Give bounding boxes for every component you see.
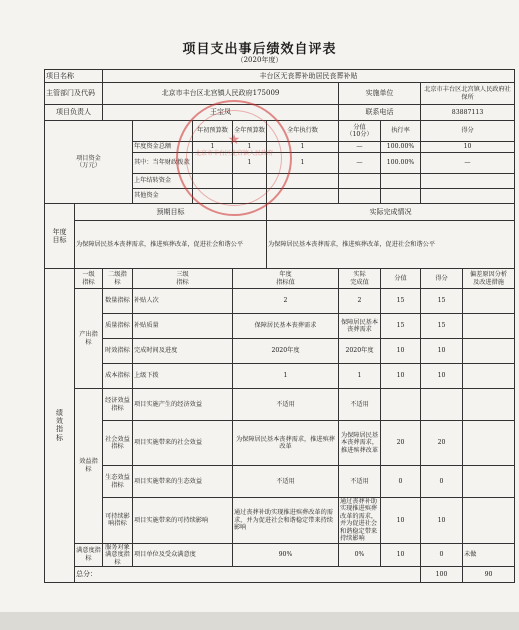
row-effect-3 bbox=[45, 498, 515, 544]
ind-got: 0 bbox=[421, 543, 463, 566]
label-effect: 效益指 标 bbox=[75, 389, 103, 544]
ind-header-l1: 一级 指标 bbox=[75, 269, 103, 289]
funds-cell bbox=[421, 189, 515, 204]
funds-header-initial: 年初预算数 bbox=[193, 121, 233, 142]
ind-score: 15 bbox=[381, 314, 421, 339]
goal-expected: 为保障居民基本丧葬需求，推进殡葬改革，促进社会和谐公平 bbox=[75, 221, 267, 269]
ind-actual: 2 bbox=[339, 289, 381, 314]
goal-actual: 为保障居民基本丧葬需求，推进殡葬改革，促进社会和谐公平 bbox=[267, 221, 515, 269]
ind-got: 20 bbox=[421, 421, 463, 466]
ind-header-note: 偏差原因分析 及改进措施 bbox=[463, 269, 515, 289]
funds-cell bbox=[381, 174, 421, 189]
ind-l3: 项目实施带来的生态效益 bbox=[133, 466, 233, 498]
row-satisfaction bbox=[45, 543, 515, 566]
ind-target: 通过丧葬补助实现推进殡葬改革的需求，并为促进社会和谐稳定带来持续影响 bbox=[233, 498, 339, 544]
funds-row-name: 年度资金总额 bbox=[133, 142, 193, 153]
funds-cell bbox=[421, 174, 515, 189]
ind-header-target: 年度 指标值 bbox=[233, 269, 339, 289]
ind-score: 0 bbox=[381, 466, 421, 498]
ind-l3: 项目实施带来的社会效益 bbox=[133, 421, 233, 466]
funds-cell: 1 bbox=[233, 142, 267, 153]
ind-got: 15 bbox=[421, 314, 463, 339]
funds-cell bbox=[193, 153, 233, 174]
goal-expected-header: 预期目标 bbox=[75, 204, 267, 221]
ind-l2: 时效指标 bbox=[103, 339, 133, 364]
ind-target: 保障居民基本丧葬需求 bbox=[233, 314, 339, 339]
row-output-0 bbox=[45, 289, 515, 314]
funds-cell bbox=[233, 189, 267, 204]
funds-row-name: 上年结转资金 bbox=[133, 174, 193, 189]
ind-target: 不适用 bbox=[233, 466, 339, 498]
funds-cell: 10 bbox=[421, 142, 515, 153]
ind-score: 10 bbox=[381, 543, 421, 566]
ind-l2: 生态效益 指标 bbox=[103, 466, 133, 498]
document-year: （2020年度） bbox=[236, 56, 283, 64]
row-leader bbox=[45, 105, 515, 121]
ind-target: 1 bbox=[233, 364, 339, 389]
ind-l3: 补贴质量 bbox=[133, 314, 233, 339]
ind-got: 10 bbox=[421, 339, 463, 364]
ind-note bbox=[463, 339, 515, 364]
row-total bbox=[45, 566, 515, 582]
evaluation-table bbox=[44, 69, 515, 583]
document-title: 项目支出事后绩效自评表 bbox=[182, 42, 337, 57]
ind-got: 15 bbox=[421, 289, 463, 314]
funds-cell: 1 bbox=[267, 153, 339, 174]
value-unit: 北京市丰台区北宫镇人民政府社保所 bbox=[421, 83, 515, 105]
ind-note: 未做 bbox=[463, 543, 515, 566]
ind-l3: 上级下拨 bbox=[133, 364, 233, 389]
funds-row-name: 其中：当年财政拨款 bbox=[133, 153, 193, 174]
funds-cell bbox=[193, 174, 233, 189]
ind-l3: 项目实施产生的经济效益 bbox=[133, 389, 233, 421]
ind-score: 20 bbox=[381, 421, 421, 466]
ind-score bbox=[381, 389, 421, 421]
ind-l2: 经济效益 指标 bbox=[103, 389, 133, 421]
value-phone: 83887113 bbox=[421, 105, 515, 121]
ind-actual: 不适用 bbox=[339, 389, 381, 421]
label-unit: 实施单位 bbox=[339, 83, 421, 105]
ind-score: 15 bbox=[381, 289, 421, 314]
ind-header-score: 分值 bbox=[381, 269, 421, 289]
ind-note bbox=[463, 314, 515, 339]
ind-got: 10 bbox=[421, 364, 463, 389]
ind-l3: 补贴人次 bbox=[133, 289, 233, 314]
funds-cell: 100.00% bbox=[381, 153, 421, 174]
label-project-name: 项目名称 bbox=[45, 70, 103, 83]
label-funds: 项目资金 （万元） bbox=[45, 121, 133, 204]
row-goal-header bbox=[45, 204, 515, 221]
row-output-3 bbox=[45, 364, 515, 389]
ind-note bbox=[463, 466, 515, 498]
ind-score: 10 bbox=[381, 339, 421, 364]
ind-actual: 通过丧葬补助实现推进殡葬改革的需求，并为促进社会和谐稳定带来持续影响 bbox=[339, 498, 381, 544]
funds-blank-header bbox=[133, 121, 193, 142]
funds-cell: 1 bbox=[193, 142, 233, 153]
label-total: 总分： bbox=[75, 566, 421, 582]
ind-score: 10 bbox=[381, 364, 421, 389]
funds-cell: — bbox=[339, 142, 381, 153]
row-effect-0 bbox=[45, 389, 515, 421]
ind-l2: 成本指标 bbox=[103, 364, 133, 389]
label-phone: 联系电话 bbox=[339, 105, 421, 121]
funds-cell: — bbox=[339, 153, 381, 174]
ind-target: 90% bbox=[233, 543, 339, 566]
total-score: 100 bbox=[421, 566, 463, 582]
funds-row-name: 其他资金 bbox=[133, 189, 193, 204]
label-leader: 项目负责人 bbox=[45, 105, 103, 121]
ind-got: 10 bbox=[421, 498, 463, 544]
ind-note bbox=[463, 289, 515, 314]
goal-actual-header: 实际完成情况 bbox=[267, 204, 515, 221]
row-output-2 bbox=[45, 339, 515, 364]
ind-note bbox=[463, 498, 515, 544]
row-effect-2 bbox=[45, 466, 515, 498]
ind-target: 2020年度 bbox=[233, 339, 339, 364]
total-got: 90 bbox=[463, 566, 515, 582]
ind-target: 为保障居民基本丧葬需求，推进殡葬改革 bbox=[233, 421, 339, 466]
funds-cell bbox=[267, 174, 339, 189]
ind-l2: 服务对象 满意度指 标 bbox=[103, 543, 133, 566]
funds-cell bbox=[233, 174, 267, 189]
ind-got: 0 bbox=[421, 466, 463, 498]
ind-got bbox=[421, 389, 463, 421]
funds-header-executed: 全年执行数 bbox=[267, 121, 339, 142]
ind-note bbox=[463, 364, 515, 389]
ind-l2: 社会效益 指标 bbox=[103, 421, 133, 466]
value-leader: 王宝凤 bbox=[103, 105, 339, 121]
row-dept bbox=[45, 83, 515, 105]
row-goal-content bbox=[45, 221, 515, 269]
ind-header-l3: 三级 指标 bbox=[133, 269, 233, 289]
funds-cell: — bbox=[421, 153, 515, 174]
seal-star-icon: ★ bbox=[227, 132, 241, 148]
funds-cell: 1 bbox=[267, 142, 339, 153]
funds-cell bbox=[193, 189, 233, 204]
ind-l3: 项目单位及受众满意度 bbox=[133, 543, 233, 566]
label-output: 产出指 标 bbox=[75, 289, 103, 389]
label-indicators: 绩 效 指 标 bbox=[45, 269, 75, 583]
row-output-1 bbox=[45, 314, 515, 339]
seal-text: 北京市丰台区北宫镇人民政府 bbox=[194, 150, 273, 157]
ind-header-l2: 二级指 标 bbox=[103, 269, 133, 289]
funds-cell bbox=[267, 189, 339, 204]
ind-actual: 0% bbox=[339, 543, 381, 566]
label-dept: 主管部门及代码 bbox=[45, 83, 103, 105]
ind-actual: 2020年度 bbox=[339, 339, 381, 364]
row-funds-header bbox=[45, 121, 515, 142]
funds-header-rate: 执行率 bbox=[381, 121, 421, 142]
funds-header-got: 得分 bbox=[421, 121, 515, 142]
ind-actual: 为保障居民基本丧葬需求，推进殡葬改革 bbox=[339, 421, 381, 466]
ind-l2: 可持续影 响指标 bbox=[103, 498, 133, 544]
ind-actual: 保障居民基本丧葬需求 bbox=[339, 314, 381, 339]
funds-cell bbox=[339, 174, 381, 189]
value-dept: 北京市丰台区北宫镇人民政府175009 bbox=[103, 83, 339, 105]
ind-header-actual: 实际 完成值 bbox=[339, 269, 381, 289]
row-ind-header bbox=[45, 269, 515, 289]
label-goal: 年度 目标 bbox=[45, 204, 75, 269]
row-project-name bbox=[45, 70, 515, 83]
funds-cell: 1 bbox=[233, 153, 267, 174]
ind-actual: 1 bbox=[339, 364, 381, 389]
ind-header-got: 得分 bbox=[421, 269, 463, 289]
funds-header-annual: 全年预算数 bbox=[233, 121, 267, 142]
ind-note bbox=[463, 389, 515, 421]
page-bottom-strip bbox=[0, 612, 519, 630]
funds-cell bbox=[339, 189, 381, 204]
row-effect-1 bbox=[45, 421, 515, 466]
ind-score: 10 bbox=[381, 498, 421, 544]
label-satisfaction: 满意度指 标 bbox=[75, 543, 103, 566]
ind-actual: 不适用 bbox=[339, 466, 381, 498]
ind-l2: 质量指标 bbox=[103, 314, 133, 339]
ind-target: 2 bbox=[233, 289, 339, 314]
ind-l3: 项目实施带来的可持续影响 bbox=[133, 498, 233, 544]
value-project-name: 丰台区无丧葬补助居民丧葬补贴 bbox=[103, 70, 515, 83]
funds-header-score: 分值 （10分） bbox=[339, 121, 381, 142]
ind-target: 不适用 bbox=[233, 389, 339, 421]
ind-note bbox=[463, 421, 515, 466]
funds-cell: 100.00% bbox=[381, 142, 421, 153]
ind-l2: 数量指标 bbox=[103, 289, 133, 314]
funds-cell bbox=[381, 189, 421, 204]
ind-l3: 完成时间及进度 bbox=[133, 339, 233, 364]
